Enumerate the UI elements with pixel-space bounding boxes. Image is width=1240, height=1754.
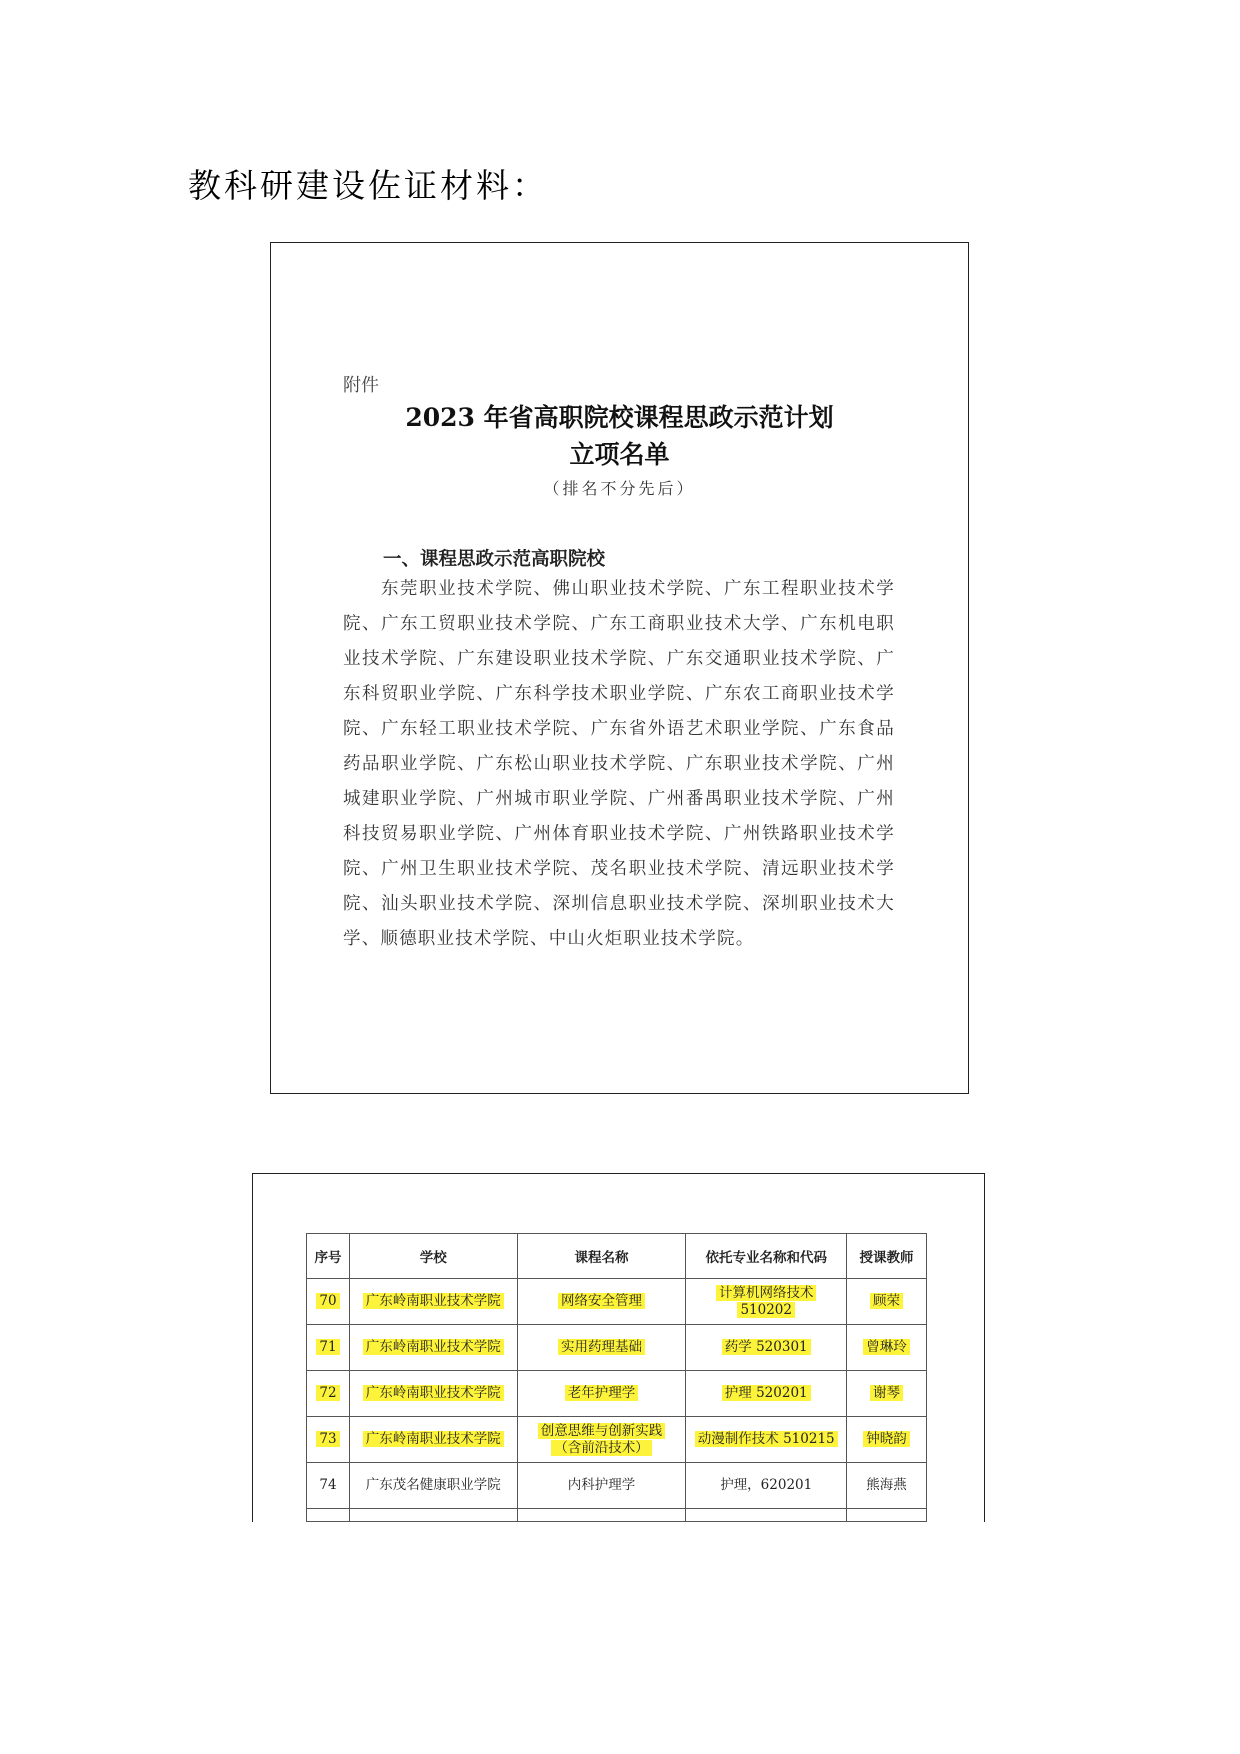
school-name: 广东岭南职业技术学院 (363, 1385, 504, 1401)
teacher-name: 钟晓韵 (863, 1431, 910, 1447)
major-name: 药学 520301 (722, 1339, 811, 1355)
major-name: 护理，620201 (686, 1463, 847, 1509)
column-header-major: 依托专业名称和代码 (686, 1234, 847, 1279)
document-title-line2: 立项名单 (569, 440, 670, 469)
school-name: 广东岭南职业技术学院 (363, 1293, 504, 1309)
teacher-name: 顾荣 (870, 1293, 903, 1309)
course-name: 老年护理学 (565, 1385, 639, 1401)
school-name: 广东岭南职业技术学院 (363, 1431, 504, 1447)
attachment-label: 附件 (343, 375, 379, 396)
major-name: 护理 520201 (722, 1385, 811, 1401)
major-name: 动漫制作技术 510215 (695, 1431, 838, 1447)
table-header-row (307, 1234, 927, 1279)
course-name: 实用药理基础 (558, 1339, 645, 1355)
ranking-note: （排名不分先后） (543, 479, 696, 498)
teacher-name: 熊海燕 (847, 1463, 927, 1509)
course-table (306, 1233, 927, 1522)
school-name: 广东岭南职业技术学院 (363, 1339, 504, 1355)
column-header-school: 学校 (349, 1234, 517, 1279)
course-table-scan (252, 1173, 985, 1522)
row-number: 74 (307, 1463, 350, 1509)
row-number: 70 (316, 1293, 339, 1309)
major-name: 计算机网络技术 (716, 1285, 817, 1301)
row-number: 71 (316, 1339, 339, 1355)
school-list-paragraph: 东莞职业技术学院、佛山职业技术学院、广东工程职业技术学院、广东工贸职业技术学院、广东工商职业技术大学、广东机电职业技术学院、广东建设职业技术学院、广东交通职业技术学院、广东科贸职业学院、广东科学技术职业学院、广东农工商职业技术学院、广东轻工职业技术学院、广东省外语艺术职业学院、广东食品药品职业学院、广东松山职业技术学院、广东职业技术学院、广州城建职业学院、广州城市职业学院、广州番禺职业技术学院、广州科技贸易职业学院、广州体育职业技术学院、广州铁路职业技术学院、广州卫生职业技术学院、茂名职业技术学院、清远职业技术学院、汕头职业技术学院、深圳信息职业技术学院、深圳职业技术大学、顺德职业技术学院、中山火炬职业技术学院。 (343, 579, 895, 949)
column-header-teacher: 授课教师 (847, 1234, 927, 1279)
row-number: 73 (316, 1431, 339, 1447)
course-name: 网络安全管理 (558, 1293, 645, 1309)
table-row (307, 1463, 927, 1509)
announcement-scan (270, 242, 969, 1094)
school-name: 广东茂名健康职业学院 (349, 1463, 517, 1509)
course-name: 内科护理学 (517, 1463, 686, 1509)
table-row-partial (307, 1509, 927, 1522)
course-name-line1: 创意思维与创新实践 (538, 1423, 666, 1439)
course-name-line2: （含前沿技术） (551, 1440, 652, 1456)
table-row (307, 1279, 927, 1325)
table-row (307, 1417, 927, 1463)
major-code: 510202 (737, 1302, 795, 1318)
table-row (307, 1371, 927, 1417)
table-row (307, 1325, 927, 1371)
page-heading: 教科研建设佐证材料： (188, 166, 548, 205)
section-heading: 一、课程思政示范高职院校 (383, 549, 606, 570)
teacher-name: 曾琳玲 (863, 1339, 910, 1355)
row-number: 72 (316, 1385, 339, 1401)
column-header-course: 课程名称 (517, 1234, 686, 1279)
document-title-line1: 2023 年省高职院校课程思政示范计划 (405, 403, 834, 432)
column-header-no: 序号 (307, 1234, 350, 1279)
teacher-name: 谢琴 (870, 1385, 903, 1401)
